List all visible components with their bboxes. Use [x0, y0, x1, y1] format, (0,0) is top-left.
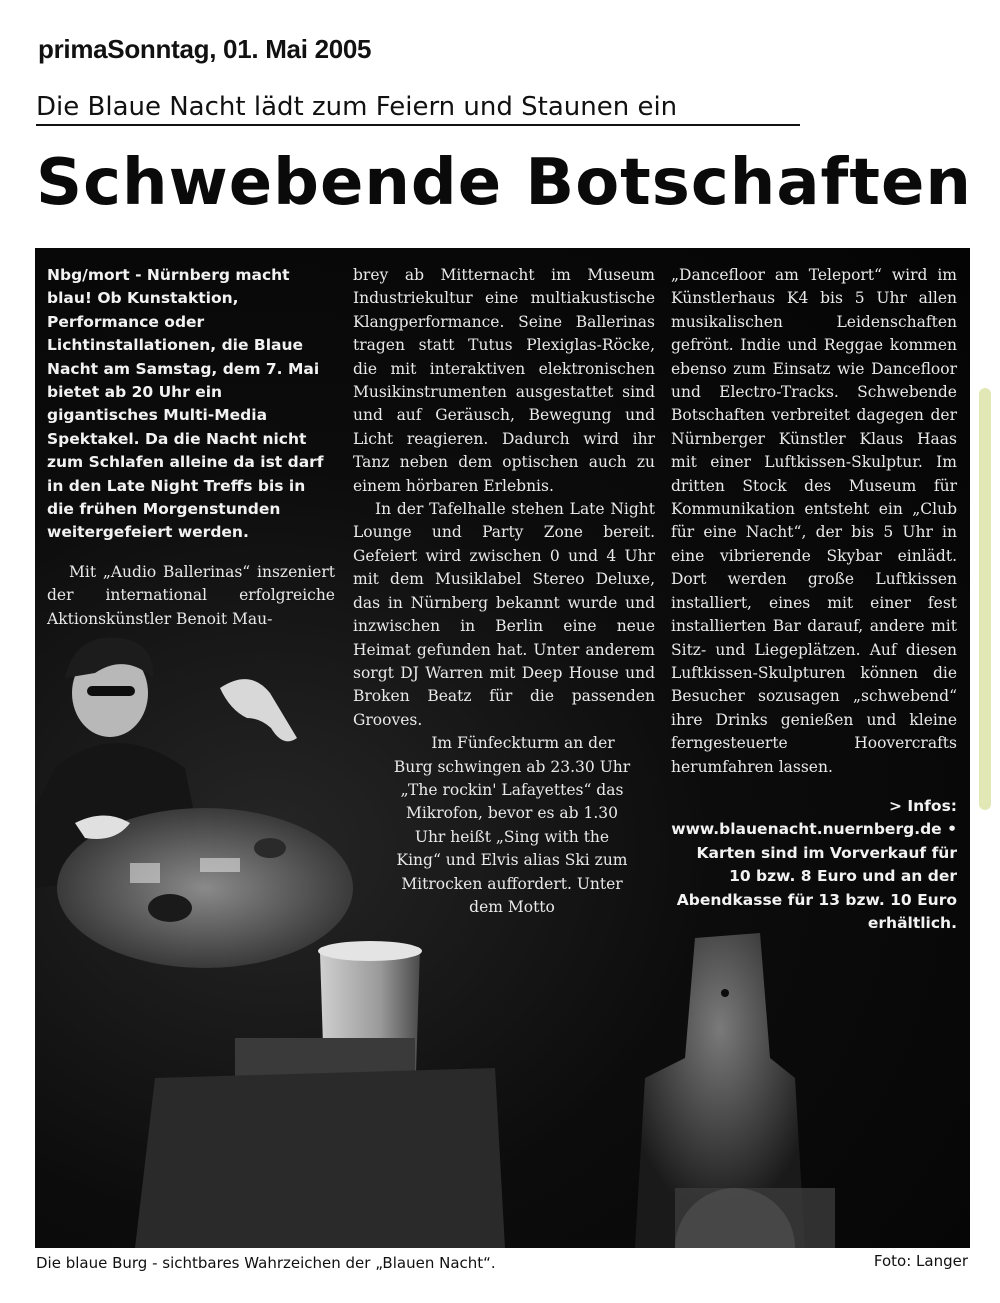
- publication-line: primaSonntag, 01. Mai 2005: [38, 34, 372, 64]
- performer-glasses: [87, 686, 135, 696]
- photo-credit: Foto: Langer: [873, 1252, 968, 1270]
- white-glove: [220, 679, 297, 741]
- highlighter-mark: [979, 388, 991, 810]
- paragraph: In der Tafelhalle stehen Late Night Lounge und Party Zone bereit. Gefeiert wird zwischen 0 und 4 Uhr mit dem Musiklabel Stereo Deluxe, das in Nürnberg bekannt wurde und inzwischen in Berlin eine neue Heimat gefunden hat. Unter anderem sorgt DJ Warren mit Deep House und Broken Beatz für die passenden Grooves.: [353, 500, 655, 729]
- photo-caption: Die blaue Burg - sichtbares Wahrzeichen der „Blauen Nacht“.: [36, 1254, 496, 1272]
- paragraph: Mit „Audio Ballerinas“ inszeniert der international erfolgreiche Aktionskünstler Benoit Mau-: [47, 562, 335, 628]
- paragraph: Im Fünfeckturm an der Burg schwingen ab 23.30 Uhr „The rockin' Lafayettes“ das Mikrofon, bevor es ab 1.30 Uhr heißt „Sing with the King“ und Elvis alias Ski zum Mitrocken auffordert. Unter dem Motto: [393, 734, 631, 916]
- arrow-icon: >: [888, 796, 902, 815]
- paragraph: brey ab Mitternacht im Museum Industriekultur eine multiakustische Klangperformance. Seine Ballerinas tragen statt Tutus Plexiglas-Röcke, die mit interaktiven elektronischen Musikinstrumenten ausgestattet sind und auf Geräusch, Bewegung und Licht reagieren. Dadurch wird ihr Tanz neben dem optischen auch zu einem hörbaren Erlebnis.: [353, 266, 655, 495]
- column-3: [671, 264, 957, 935]
- column-2: [353, 264, 655, 919]
- info-box: [671, 795, 957, 935]
- paragraph: „Dancefloor am Teleport“ wird im Künstlerhaus K4 bis 5 Uhr allen musikalischen Leidenschaften gefrönt. Indie und Reggae kommen ebenso zum Einsatz wie Dancefloor und Electro-Tracks. Schwebende Botschaften verbreitet dagegen der Nürnberger Künstler Klaus Haas mit einer Luftkissen-Skulptur. Im dritten Stock des Museum für Kommunikation entsteht ein „Club für eine Nacht“, der bis 5 Uhr in eine vibrierende Skybar einlädt. Dort werden große Luftkissen installiert, eines mit einer fest installierten Bar darauf, andere mit Sitz- und Liegeplätzen. Auf diesen Luftkissen-Skulpturen können die Besucher sozusagen „schwebend“ ihre Drinks genießen und kleine ferngesteuerte Hoovercrafts herumfahren lassen.: [671, 266, 957, 776]
- main-headline: Schwebende Botschaften: [36, 146, 972, 220]
- lead-paragraph: Nbg/mort - Nürnberg macht blau! Ob Kunstaktion, Performance oder Lichtinstallationen, die Blaue Nacht am Samstag, dem 7. Mai bietet ab 20 Uhr ein gigantisches Multi-Media Spektakel. Da die Nacht nicht zum Schlafen alleine da ist darf in den Late Night Treffs bis in die frühen Morgenstunden weitergefeiert werden.: [47, 266, 324, 542]
- article-photo-panel: [35, 248, 970, 1248]
- info-text: Infos: www.blauenacht.nuernberg.de • Karten sind im Vorverkauf für 10 bzw. 8 Euro und an der Abendkasse für 13 bzw. 10 Euro erhältlich.: [671, 796, 957, 932]
- column-1: [47, 264, 335, 631]
- kicker-headline: Die Blaue Nacht lädt zum Feiern und Staunen ein: [36, 92, 800, 126]
